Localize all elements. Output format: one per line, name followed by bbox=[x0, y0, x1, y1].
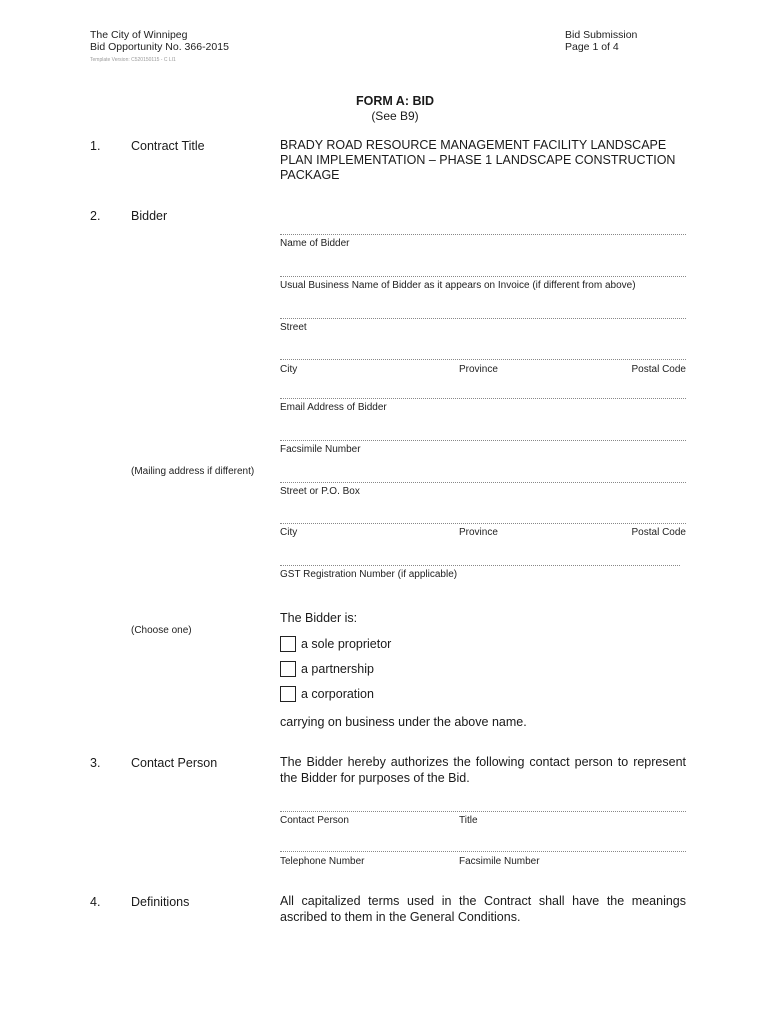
section-1-number: 1. bbox=[90, 139, 101, 153]
city-caption: City bbox=[280, 364, 298, 375]
header-page-number: Page 1 of 4 bbox=[565, 41, 619, 53]
header-city: The City of Winnipeg bbox=[90, 29, 188, 41]
email-caption: Email Address of Bidder bbox=[280, 402, 387, 413]
header-submission: Bid Submission bbox=[565, 29, 638, 41]
telephone-caption: Telephone Number bbox=[280, 856, 365, 867]
contact-fax-caption: Facsimile Number bbox=[459, 856, 540, 867]
telephone-fax-field[interactable] bbox=[280, 851, 686, 852]
definitions-text: All capitalized terms used in the Contract shall have the meanings ascribed to them in the General Conditions. bbox=[280, 894, 686, 924]
section-4-number: 4. bbox=[90, 895, 101, 909]
province-caption: Province bbox=[459, 364, 498, 375]
contract-title-line-2: PLAN IMPLEMENTATION – PHASE 1 LANDSCAPE CONSTRUCTION bbox=[280, 153, 676, 167]
partnership-label: a partnership bbox=[301, 662, 374, 676]
bidder-name-field[interactable] bbox=[280, 234, 686, 235]
gst-caption: GST Registration Number (if applicable) bbox=[280, 569, 458, 580]
postal-code-caption: Postal Code bbox=[631, 364, 686, 375]
po-box-caption: Street or P.O. Box bbox=[280, 486, 360, 497]
mailing-city-caption: City bbox=[280, 527, 298, 538]
section-3-label: Contact Person bbox=[131, 756, 218, 770]
corporation-label: a corporation bbox=[301, 687, 374, 701]
contact-person-caption: Contact Person bbox=[280, 815, 349, 826]
section-2-number: 2. bbox=[90, 209, 101, 223]
mailing-city-province-postal-field[interactable] bbox=[280, 523, 686, 524]
city-province-postal-field[interactable] bbox=[280, 359, 686, 360]
header-bid-opportunity: Bid Opportunity No. 366-2015 bbox=[90, 41, 229, 53]
sole-proprietor-label: a sole proprietor bbox=[301, 637, 392, 651]
section-2-label: Bidder bbox=[131, 209, 168, 223]
section-1-label: Contract Title bbox=[131, 139, 205, 153]
corporation-checkbox[interactable] bbox=[280, 686, 296, 702]
mailing-province-caption: Province bbox=[459, 527, 498, 538]
form-subtitle: (See B9) bbox=[371, 109, 419, 123]
title-caption: Title bbox=[459, 815, 478, 826]
contract-title-line-1: BRADY ROAD RESOURCE MANAGEMENT FACILITY LANDSCAPE bbox=[280, 138, 667, 152]
mailing-postal-code-caption: Postal Code bbox=[631, 527, 686, 538]
gst-field[interactable] bbox=[280, 565, 680, 566]
section-3-number: 3. bbox=[90, 756, 101, 770]
partnership-checkbox[interactable] bbox=[280, 661, 296, 677]
fax-caption: Facsimile Number bbox=[280, 444, 361, 455]
fax-field[interactable] bbox=[280, 440, 686, 441]
sole-proprietor-checkbox[interactable] bbox=[280, 636, 296, 652]
section-4-label: Definitions bbox=[131, 895, 190, 909]
email-field[interactable] bbox=[280, 398, 686, 399]
business-name-caption: Usual Business Name of Bidder as it appears on Invoice (if different from above) bbox=[280, 280, 636, 291]
mailing-address-note: (Mailing address if different) bbox=[131, 466, 255, 477]
street-caption: Street bbox=[280, 322, 307, 333]
street-field[interactable] bbox=[280, 318, 686, 319]
contract-title-line-3: PACKAGE bbox=[280, 168, 340, 182]
contact-person-text: The Bidder hereby authorizes the following contact person to represent the Bidder for purposes of the Bid. bbox=[280, 755, 686, 785]
bidder-is-label: The Bidder is: bbox=[280, 611, 358, 625]
carrying-on-business-text: carrying on business under the above name. bbox=[280, 715, 527, 729]
contact-person-title-field[interactable] bbox=[280, 811, 686, 812]
header-template-version: Template Version: C520150115 - C LI1 bbox=[90, 57, 176, 63]
business-name-field[interactable] bbox=[280, 276, 686, 277]
po-box-field[interactable] bbox=[280, 482, 686, 483]
choose-one-note: (Choose one) bbox=[131, 625, 192, 636]
bidder-name-caption: Name of Bidder bbox=[280, 238, 350, 249]
form-title: FORM A: BID bbox=[356, 94, 434, 108]
